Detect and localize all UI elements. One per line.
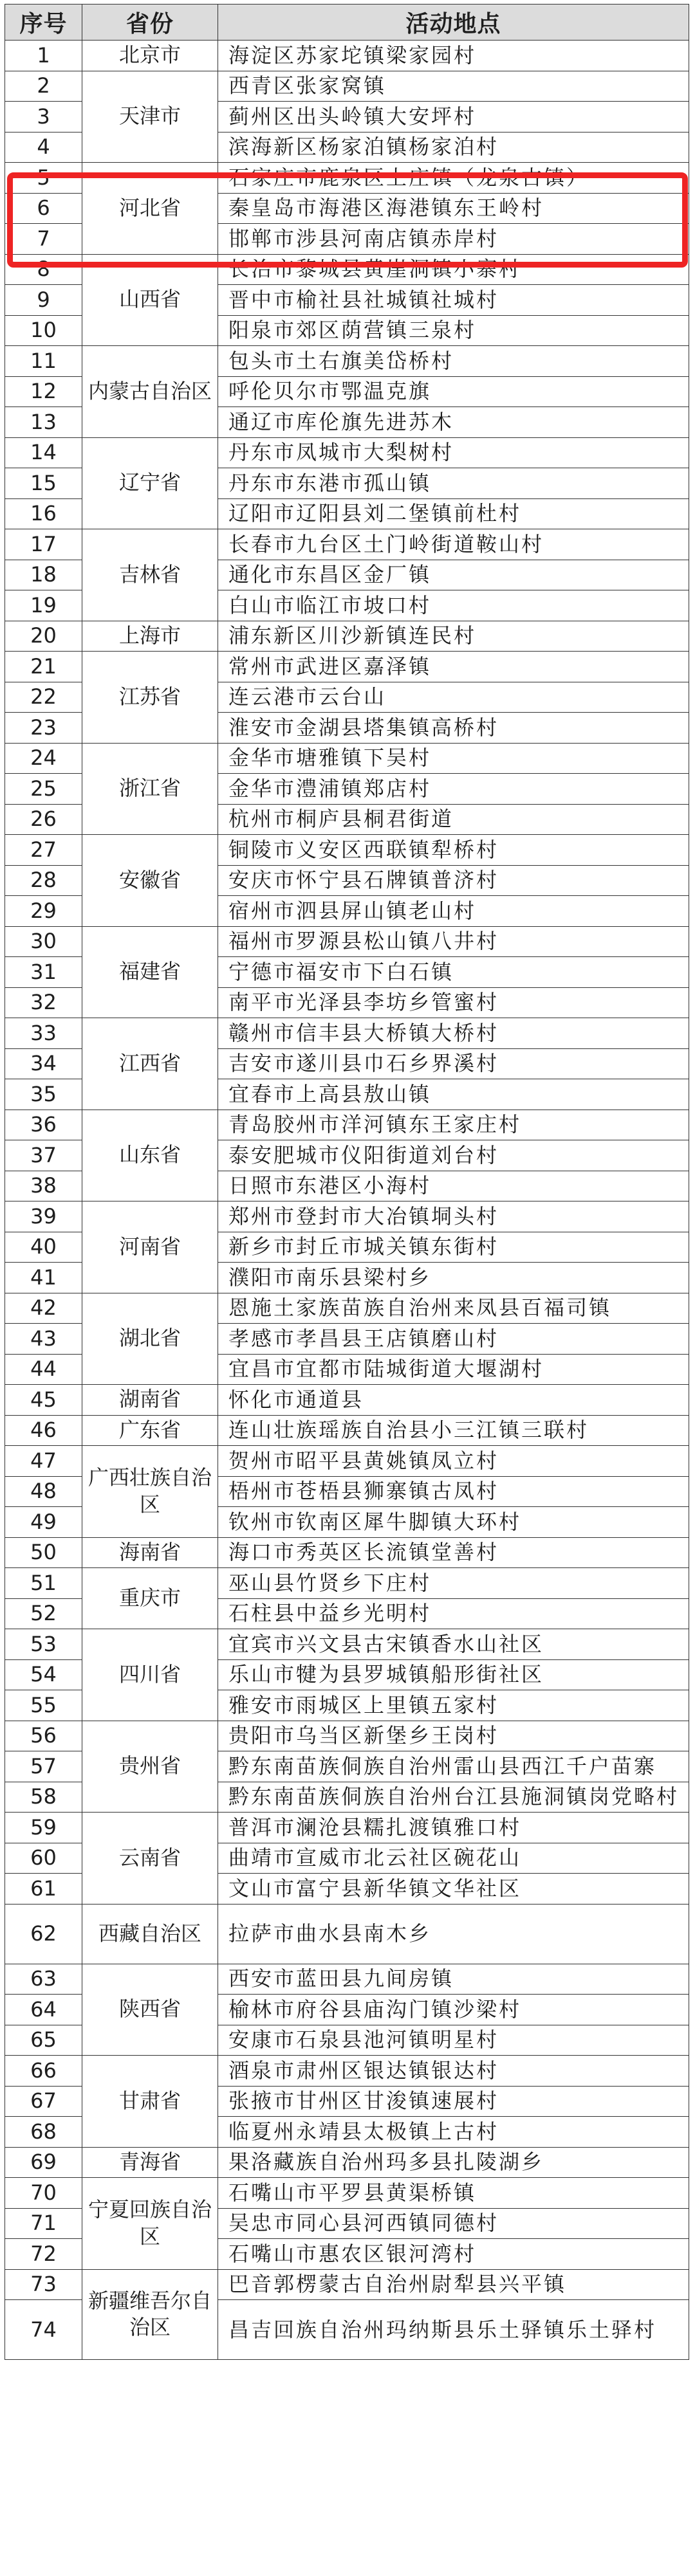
province-cell: 山东省 xyxy=(82,1110,218,1201)
location-cell: 宜宾市兴文县古宋镇香水山社区 xyxy=(218,1629,689,1660)
location-cell: 石嘴山市惠农区银河湾村 xyxy=(218,2239,689,2270)
province-cell: 福建省 xyxy=(82,926,218,1018)
table-row xyxy=(5,1018,689,1049)
location-cell: 宜昌市宜都市陆城街道大堰湖村 xyxy=(218,1354,689,1385)
row-number: 59 xyxy=(5,1813,82,1843)
table-row xyxy=(5,835,689,866)
table-row xyxy=(5,926,689,957)
province-cell: 浙江省 xyxy=(82,743,218,835)
activity-location-table xyxy=(5,4,689,2360)
row-number: 26 xyxy=(5,804,82,835)
row-number: 9 xyxy=(5,285,82,316)
row-number: 7 xyxy=(5,224,82,255)
row-number: 72 xyxy=(5,2239,82,2270)
row-number: 36 xyxy=(5,1110,82,1140)
row-number: 50 xyxy=(5,1537,82,1568)
province-cell: 河南省 xyxy=(82,1201,218,1293)
table-body xyxy=(5,41,689,2360)
location-cell: 宿州市泗县屏山镇老山村 xyxy=(218,896,689,927)
location-cell: 文山市富宁县新华镇文华社区 xyxy=(218,1874,689,1905)
location-cell: 金华市澧浦镇郑店村 xyxy=(218,774,689,805)
row-number: 11 xyxy=(5,346,82,377)
header-location: 活动地点 xyxy=(218,5,689,41)
location-cell: 南平市光泽县李坊乡管蜜村 xyxy=(218,987,689,1018)
row-number: 20 xyxy=(5,621,82,652)
row-number: 8 xyxy=(5,254,82,285)
row-number: 32 xyxy=(5,987,82,1018)
location-cell: 连云港市云台山 xyxy=(218,682,689,713)
location-cell: 黔东南苗族侗族自治州台江县施洞镇岗党略村 xyxy=(218,1782,689,1813)
row-number: 67 xyxy=(5,2086,82,2117)
header-no: 序号 xyxy=(5,5,82,41)
location-cell: 邯郸市涉县河南店镇赤岸村 xyxy=(218,224,689,255)
row-number: 19 xyxy=(5,590,82,621)
location-cell: 酒泉市肃州区银达镇银达村 xyxy=(218,2056,689,2087)
row-number: 52 xyxy=(5,1598,82,1629)
row-number: 60 xyxy=(5,1843,82,1874)
location-cell: 吉安市遂川县巾石乡界溪村 xyxy=(218,1048,689,1079)
location-cell: 西青区张家窝镇 xyxy=(218,71,689,102)
row-number: 73 xyxy=(5,2269,82,2300)
location-cell: 吴忠市同心县河西镇同德村 xyxy=(218,2208,689,2239)
location-cell: 长治市黎城县黄崖洞镇小寨村 xyxy=(218,254,689,285)
row-number: 41 xyxy=(5,1263,82,1293)
province-cell: 江西省 xyxy=(82,1018,218,1110)
location-cell: 金华市塘雅镇下吴村 xyxy=(218,743,689,774)
row-number: 21 xyxy=(5,652,82,682)
header-province: 省份 xyxy=(82,5,218,41)
province-cell: 山西省 xyxy=(82,254,218,346)
row-number: 4 xyxy=(5,132,82,163)
location-cell: 榆林市府谷县庙沟门镇沙梁村 xyxy=(218,1995,689,2025)
row-number: 5 xyxy=(5,163,82,194)
province-cell: 广东省 xyxy=(82,1415,218,1446)
row-number: 55 xyxy=(5,1690,82,1721)
row-number: 53 xyxy=(5,1629,82,1660)
location-cell: 怀化市通道县 xyxy=(218,1385,689,1416)
row-number: 61 xyxy=(5,1874,82,1905)
province-cell: 安徽省 xyxy=(82,835,218,927)
location-cell: 普洱市澜沧县糯扎渡镇雅口村 xyxy=(218,1813,689,1843)
table-row xyxy=(5,743,689,774)
row-number: 31 xyxy=(5,957,82,988)
location-cell: 滨海新区杨家泊镇杨家泊村 xyxy=(218,132,689,163)
document-table-container xyxy=(5,4,689,2360)
row-number: 18 xyxy=(5,560,82,590)
location-cell: 赣州市信丰县大桥镇大桥村 xyxy=(218,1018,689,1049)
row-number: 43 xyxy=(5,1324,82,1355)
location-cell: 临夏州永靖县太极镇上古村 xyxy=(218,2117,689,2148)
location-cell: 宁德市福安市下白石镇 xyxy=(218,957,689,988)
row-number: 68 xyxy=(5,2117,82,2148)
row-number: 16 xyxy=(5,498,82,529)
table-row xyxy=(5,254,689,285)
province-cell: 湖南省 xyxy=(82,1385,218,1416)
row-number: 62 xyxy=(5,1904,82,1964)
location-cell: 雅安市雨城区上里镇五家村 xyxy=(218,1690,689,1721)
province-cell: 重庆市 xyxy=(82,1568,218,1629)
row-number: 63 xyxy=(5,1964,82,1995)
location-cell: 杭州市桐庐县桐君街道 xyxy=(218,804,689,835)
province-cell: 广西壮族自治区 xyxy=(82,1446,218,1538)
location-cell: 通化市东昌区金厂镇 xyxy=(218,560,689,590)
province-cell: 陕西省 xyxy=(82,1964,218,2056)
province-cell: 西藏自治区 xyxy=(82,1904,218,1964)
row-number: 48 xyxy=(5,1476,82,1507)
province-cell: 云南省 xyxy=(82,1813,218,1905)
table-row xyxy=(5,1415,689,1446)
location-cell: 宜春市上高县敖山镇 xyxy=(218,1079,689,1110)
row-number: 37 xyxy=(5,1140,82,1171)
location-cell: 福州市罗源县松山镇八井村 xyxy=(218,926,689,957)
location-cell: 通辽市库伦旗先进苏木 xyxy=(218,407,689,438)
row-number: 23 xyxy=(5,713,82,744)
location-cell: 青岛胶州市洋河镇东王家庄村 xyxy=(218,1110,689,1140)
row-number: 39 xyxy=(5,1201,82,1232)
row-number: 46 xyxy=(5,1415,82,1446)
row-number: 69 xyxy=(5,2147,82,2178)
row-number: 42 xyxy=(5,1293,82,1324)
location-cell: 海淀区苏家坨镇梁家园村 xyxy=(218,41,689,71)
row-number: 28 xyxy=(5,865,82,896)
row-number: 24 xyxy=(5,743,82,774)
table-row xyxy=(5,529,689,560)
province-cell: 海南省 xyxy=(82,1537,218,1568)
province-cell: 甘肃省 xyxy=(82,2056,218,2148)
table-row xyxy=(5,652,689,682)
table-row xyxy=(5,437,689,468)
location-cell: 昌吉回族自治州玛纳斯县乐土驿镇乐土驿村 xyxy=(218,2300,689,2360)
row-number: 74 xyxy=(5,2300,82,2360)
table-row xyxy=(5,1721,689,1751)
location-cell: 张掖市甘州区甘浚镇速展村 xyxy=(218,2086,689,2117)
table-row xyxy=(5,1537,689,1568)
row-number: 49 xyxy=(5,1507,82,1538)
row-number: 6 xyxy=(5,193,82,224)
row-number: 25 xyxy=(5,774,82,805)
location-cell: 贺州市昭平县黄姚镇凤立村 xyxy=(218,1446,689,1477)
province-cell: 上海市 xyxy=(82,621,218,652)
province-cell: 湖北省 xyxy=(82,1293,218,1385)
row-number: 70 xyxy=(5,2178,82,2209)
location-cell: 呼伦贝尔市鄂温克旗 xyxy=(218,376,689,407)
row-number: 57 xyxy=(5,1751,82,1782)
province-cell: 辽宁省 xyxy=(82,437,218,529)
row-number: 66 xyxy=(5,2056,82,2087)
row-number: 38 xyxy=(5,1171,82,1201)
row-number: 64 xyxy=(5,1995,82,2025)
table-row xyxy=(5,2178,689,2209)
table-row xyxy=(5,621,689,652)
location-cell: 浦东新区川沙新镇连民村 xyxy=(218,621,689,652)
location-cell: 乐山市犍为县罗城镇船形街社区 xyxy=(218,1659,689,1690)
table-row xyxy=(5,1629,689,1660)
location-cell: 秦皇岛市海港区海港镇东王岭村 xyxy=(218,193,689,224)
location-cell: 巫山县竹贤乡下庄村 xyxy=(218,1568,689,1599)
province-cell: 四川省 xyxy=(82,1629,218,1721)
location-cell: 海口市秀英区长流镇堂善村 xyxy=(218,1537,689,1568)
province-cell: 新疆维吾尔自治区 xyxy=(82,2269,218,2360)
row-number: 65 xyxy=(5,2025,82,2056)
location-cell: 郑州市登封市大冶镇垌头村 xyxy=(218,1201,689,1232)
location-cell: 长春市九台区土门岭街道鞍山村 xyxy=(218,529,689,560)
province-cell: 河北省 xyxy=(82,163,218,255)
province-cell: 宁夏回族自治区 xyxy=(82,2178,218,2270)
row-number: 45 xyxy=(5,1385,82,1416)
location-cell: 新乡市封丘市城关镇东街村 xyxy=(218,1232,689,1263)
location-cell: 石家庄市鹿泉区上庄镇（龙泉古镇） xyxy=(218,163,689,194)
row-number: 12 xyxy=(5,376,82,407)
location-cell: 铜陵市义安区西联镇犁桥村 xyxy=(218,835,689,866)
location-cell: 安庆市怀宁县石牌镇普济村 xyxy=(218,865,689,896)
row-number: 15 xyxy=(5,468,82,499)
table-row xyxy=(5,1110,689,1140)
table-row xyxy=(5,2269,689,2300)
row-number: 40 xyxy=(5,1232,82,1263)
location-cell: 丹东市凤城市大梨树村 xyxy=(218,437,689,468)
row-number: 22 xyxy=(5,682,82,713)
table-row xyxy=(5,1293,689,1324)
location-cell: 蓟州区出头岭镇大安坪村 xyxy=(218,102,689,132)
province-cell: 江苏省 xyxy=(82,652,218,744)
location-cell: 梧州市苍梧县狮寨镇古凤村 xyxy=(218,1476,689,1507)
row-number: 54 xyxy=(5,1659,82,1690)
row-number: 34 xyxy=(5,1048,82,1079)
row-number: 47 xyxy=(5,1446,82,1477)
row-number: 13 xyxy=(5,407,82,438)
location-cell: 拉萨市曲水县南木乡 xyxy=(218,1904,689,1964)
location-cell: 阳泉市郊区荫营镇三泉村 xyxy=(218,315,689,346)
location-cell: 孝感市孝昌县王店镇磨山村 xyxy=(218,1324,689,1355)
location-cell: 包头市土右旗美岱桥村 xyxy=(218,346,689,377)
row-number: 30 xyxy=(5,926,82,957)
province-cell: 贵州省 xyxy=(82,1721,218,1813)
location-cell: 白山市临江市坡口村 xyxy=(218,590,689,621)
province-cell: 北京市 xyxy=(82,41,218,71)
location-cell: 恩施土家族苗族自治州来凤县百福司镇 xyxy=(218,1293,689,1324)
location-cell: 丹东市东港市孤山镇 xyxy=(218,468,689,499)
table-row xyxy=(5,2147,689,2178)
table-row xyxy=(5,41,689,71)
row-number: 58 xyxy=(5,1782,82,1813)
location-cell: 辽阳市辽阳县刘二堡镇前杜村 xyxy=(218,498,689,529)
location-cell: 晋中市榆社县社城镇社城村 xyxy=(218,285,689,316)
row-number: 1 xyxy=(5,41,82,71)
province-cell: 吉林省 xyxy=(82,529,218,621)
location-cell: 安康市石泉县池河镇明星村 xyxy=(218,2025,689,2056)
location-cell: 泰安肥城市仪阳街道刘台村 xyxy=(218,1140,689,1171)
location-cell: 曲靖市宣威市北云社区碗花山 xyxy=(218,1843,689,1874)
row-number: 17 xyxy=(5,529,82,560)
location-cell: 石嘴山市平罗县黄渠桥镇 xyxy=(218,2178,689,2209)
location-cell: 钦州市钦南区犀牛脚镇大环村 xyxy=(218,1507,689,1538)
location-cell: 连山壮族瑶族自治县小三江镇三联村 xyxy=(218,1415,689,1446)
location-cell: 巴音郭楞蒙古自治州尉犁县兴平镇 xyxy=(218,2269,689,2300)
province-cell: 内蒙古自治区 xyxy=(82,346,218,438)
location-cell: 西安市蓝田县九间房镇 xyxy=(218,1964,689,1995)
table-row xyxy=(5,2056,689,2087)
row-number: 14 xyxy=(5,437,82,468)
row-number: 2 xyxy=(5,71,82,102)
row-number: 51 xyxy=(5,1568,82,1599)
row-number: 71 xyxy=(5,2208,82,2239)
location-cell: 濮阳市南乐县梁村乡 xyxy=(218,1263,689,1293)
row-number: 3 xyxy=(5,102,82,132)
location-cell: 常州市武进区嘉泽镇 xyxy=(218,652,689,682)
location-cell: 果洛藏族自治州玛多县扎陵湖乡 xyxy=(218,2147,689,2178)
table-row xyxy=(5,71,689,102)
location-cell: 石柱县中益乡光明村 xyxy=(218,1598,689,1629)
table-header-row xyxy=(5,5,689,41)
table-row xyxy=(5,1964,689,1995)
province-cell: 青海省 xyxy=(82,2147,218,2178)
location-cell: 淮安市金湖县塔集镇高桥村 xyxy=(218,713,689,744)
table-row xyxy=(5,1568,689,1599)
table-row xyxy=(5,1446,689,1477)
table-row xyxy=(5,1385,689,1416)
row-number: 56 xyxy=(5,1721,82,1751)
row-number: 33 xyxy=(5,1018,82,1049)
province-cell: 天津市 xyxy=(82,71,218,163)
row-number: 44 xyxy=(5,1354,82,1385)
location-cell: 黔东南苗族侗族自治州雷山县西江千户苗寨 xyxy=(218,1751,689,1782)
table-row xyxy=(5,1904,689,1964)
table-row xyxy=(5,1813,689,1843)
row-number: 35 xyxy=(5,1079,82,1110)
location-cell: 贵阳市乌当区新堡乡王岗村 xyxy=(218,1721,689,1751)
table-row xyxy=(5,163,689,194)
row-number: 10 xyxy=(5,315,82,346)
table-row xyxy=(5,346,689,377)
row-number: 29 xyxy=(5,896,82,927)
table-row xyxy=(5,1201,689,1232)
row-number: 27 xyxy=(5,835,82,866)
location-cell: 日照市东港区小海村 xyxy=(218,1171,689,1201)
